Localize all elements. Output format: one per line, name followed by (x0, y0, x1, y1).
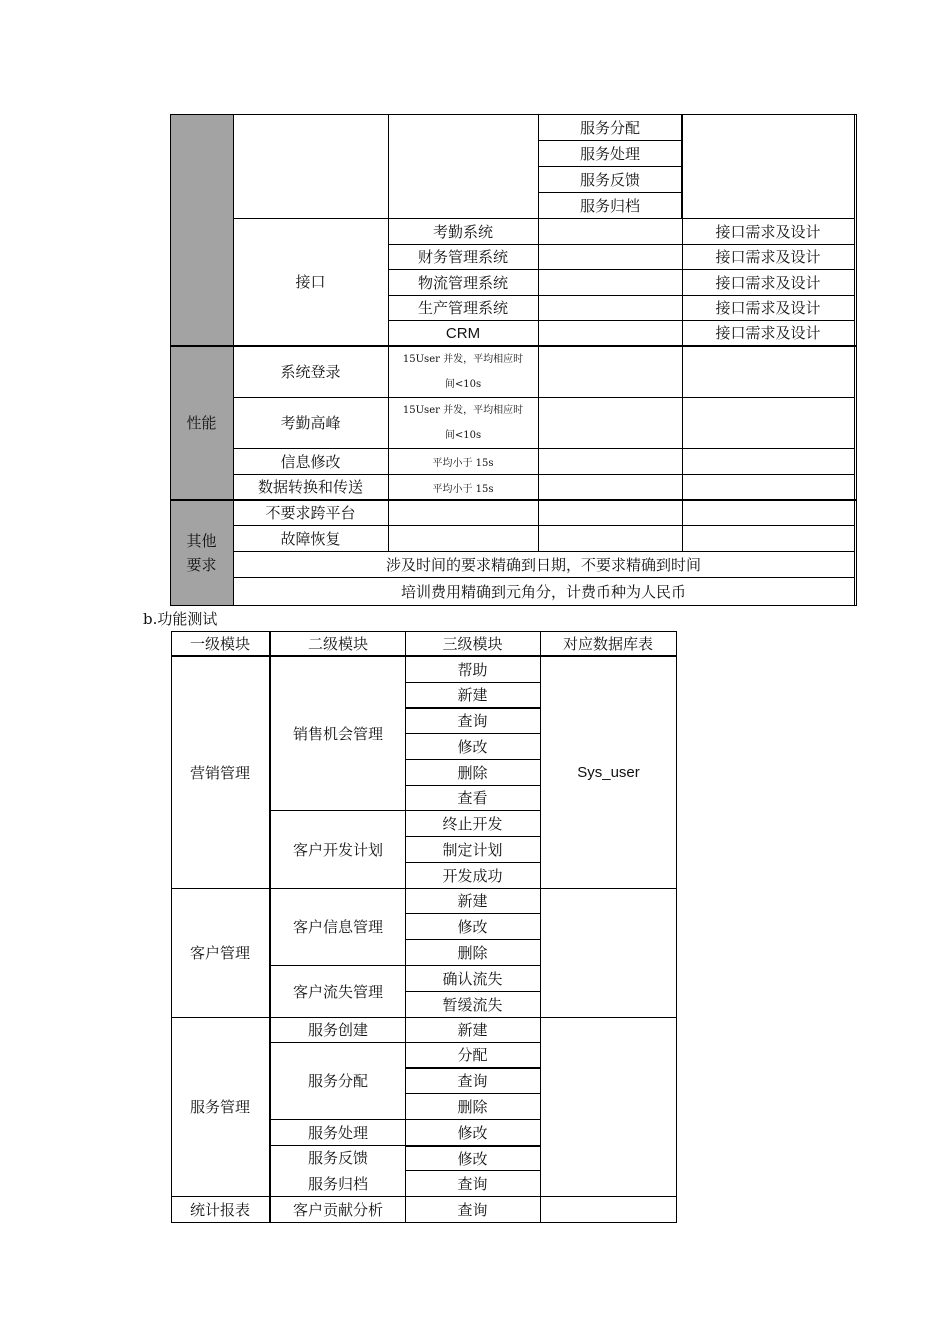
other-label-line: 要求 (186, 556, 217, 574)
level2-module: 客户信息管理 (292, 918, 383, 936)
level3-module: 查询 (457, 712, 488, 730)
perf-spec-line: 15User 并发，平均相应时 (402, 405, 524, 416)
level3-module: 修改 (457, 1123, 488, 1142)
other-label (170, 501, 233, 605)
gray-block-top (170, 114, 233, 346)
level3-module: 修改 (457, 737, 488, 756)
perf-item: 系统登录 (280, 363, 341, 381)
level3-module: 查询 (457, 1174, 488, 1193)
level3-module: 修改 (457, 917, 488, 936)
perf-item: 考勤高峰 (280, 414, 341, 432)
level3-module: 删除 (457, 1097, 488, 1116)
level2-module: 服务处理 (307, 1123, 368, 1142)
service-item: 服务反馈 (579, 170, 640, 189)
level3-module: 开发成功 (442, 866, 503, 885)
service-item: 服务分配 (579, 118, 640, 137)
db-table-name: Sys_user (577, 763, 640, 781)
level3-module: 删除 (457, 763, 488, 782)
perf-spec-line: 间<10s (444, 379, 482, 390)
interface-requirement: 接口需求及设计 (715, 273, 821, 292)
other-label-line: 其他 (186, 532, 217, 550)
header-level3: 三级模块 (442, 635, 503, 653)
level2-module: 服务分配 (307, 1072, 368, 1090)
perf-spec-line: 间<10s (444, 430, 482, 441)
level3-module: 修改 (457, 1149, 488, 1168)
section-caption: b.功能测试 (143, 610, 218, 628)
perf-item: 信息修改 (280, 452, 341, 471)
service-item: 服务归档 (579, 196, 640, 215)
level1-module: 客户管理 (189, 944, 250, 962)
level3-module: 暂缓流失 (442, 995, 503, 1014)
level2-module: 服务创建 (307, 1021, 368, 1039)
level3-module: 新建 (457, 1021, 488, 1039)
level2-module: 服务反馈 (307, 1149, 368, 1167)
level1-module: 服务管理 (189, 1098, 250, 1116)
level3-module: 新建 (457, 686, 488, 704)
level1-module: 统计报表 (189, 1200, 250, 1219)
level3-module: 查询 (457, 1072, 488, 1090)
other-item: 不要求跨平台 (265, 503, 356, 522)
level3-module: 制定计划 (442, 840, 503, 859)
level3-module: 分配 (457, 1046, 488, 1064)
level3-module: 确认流失 (442, 969, 503, 988)
header-level2: 二级模块 (307, 635, 368, 653)
level1-module: 营销管理 (189, 763, 250, 782)
perf-item: 数据转换和传送 (257, 478, 363, 496)
level2-module: 客户流失管理 (292, 982, 383, 1001)
perf-spec (388, 347, 538, 397)
level2-module: 服务归档 (307, 1174, 368, 1193)
performance-label: 性能 (186, 414, 217, 432)
level3-module: 帮助 (457, 660, 488, 679)
level2-module: 客户贡献分析 (292, 1200, 383, 1219)
level2-module: 销售机会管理 (292, 724, 383, 743)
level2-module: 客户开发计划 (292, 840, 383, 859)
other-item: 故障恢复 (280, 529, 341, 548)
perf-spec (388, 398, 538, 448)
interface-label: 接口 (295, 273, 326, 291)
other-note: 涉及时间的要求精确到日期，不要求精确到时间 (385, 555, 701, 574)
interface-system: CRM (445, 324, 481, 342)
perf-spec-line: 15User 并发，平均相应时 (402, 354, 524, 365)
interface-requirement: 接口需求及设计 (715, 222, 821, 241)
interface-system: 财务管理系统 (417, 248, 508, 266)
perf-spec: 平均小于 15s (432, 484, 494, 495)
interface-requirement: 接口需求及设计 (715, 324, 821, 342)
other-note: 培训费用精确到元角分，计费币种为人民币 (400, 582, 686, 601)
interface-system: 生产管理系统 (417, 299, 508, 317)
level3-module: 终止开发 (442, 814, 503, 833)
interface-requirement: 接口需求及设计 (715, 299, 821, 317)
service-item: 服务处理 (579, 144, 640, 163)
header-db-table: 对应数据库表 (562, 635, 653, 653)
header-level1: 一级模块 (189, 635, 250, 653)
interface-system: 物流管理系统 (417, 273, 508, 292)
level3-module: 删除 (457, 943, 488, 962)
level3-module: 新建 (457, 892, 488, 910)
interface-requirement: 接口需求及设计 (715, 248, 821, 266)
interface-system: 考勤系统 (432, 222, 493, 241)
level3-module: 查看 (457, 789, 488, 807)
perf-spec: 平均小于 15s (432, 457, 494, 469)
level3-module: 查询 (457, 1200, 488, 1219)
